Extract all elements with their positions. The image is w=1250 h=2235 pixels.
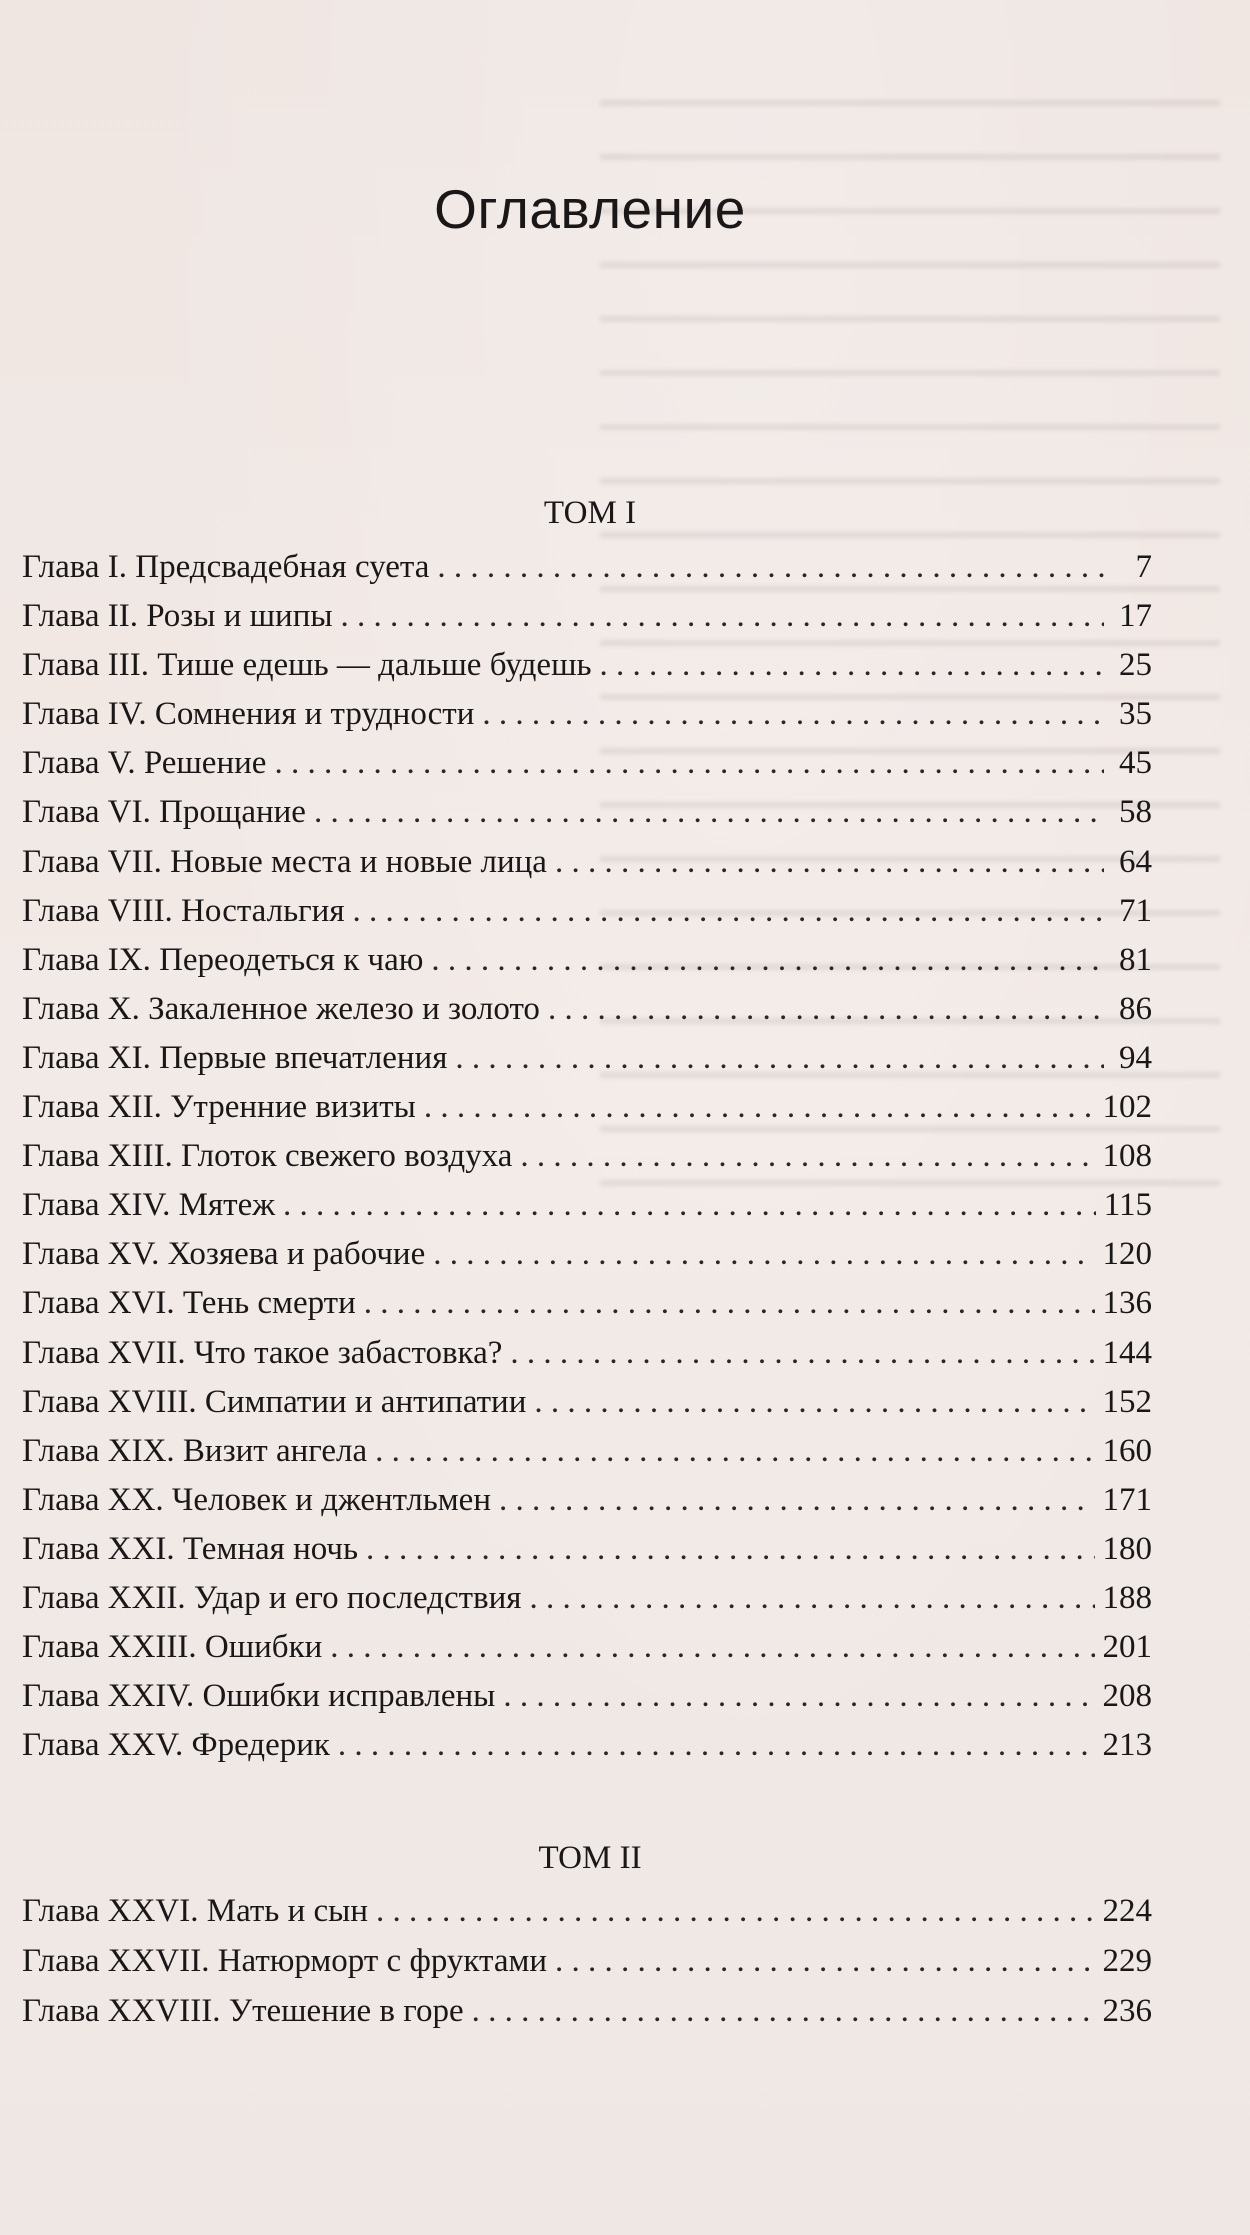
page-number: 236 [1102,1993,1152,2029]
page-number: 102 [1102,1089,1152,1126]
toc-entry [22,745,1152,794]
dot-leader [314,794,1104,831]
dot-leader [437,549,1104,586]
dot-leader [534,1384,1094,1421]
dot-leader [431,942,1104,979]
page-number: 120 [1102,1236,1152,1273]
toc-entry [22,794,1152,843]
toc-entry [22,1089,1152,1138]
page-number: 71 [1119,892,1152,929]
page-number: 81 [1119,941,1152,978]
chapter-title: Глава IV. Сомнения и трудности [22,696,475,733]
dot-leader [364,1285,1095,1322]
chapter-title: Глава XIII. Глоток свежего воздуха [22,1138,513,1175]
toc-entry [22,1040,1152,1089]
chapter-title: Глава XXVII. Натюрморт с фруктами [22,1943,548,1979]
toc-entry [22,1187,1152,1236]
volume-heading: ТОМ I [543,495,637,531]
page-number: 160 [1102,1432,1152,1469]
page-number: 136 [1102,1285,1152,1322]
toc-entry [22,1580,1152,1629]
dot-leader [283,1187,1096,1224]
chapter-title: Глава XXIII. Ошибки [22,1629,323,1666]
dot-leader [433,1236,1094,1273]
dot-leader [353,893,1104,930]
toc-entry [22,844,1152,893]
page-number: 213 [1102,1727,1152,1764]
dot-leader [338,1727,1095,1764]
dot-leader [510,1335,1094,1372]
page-number: 224 [1102,1893,1152,1929]
dot-leader [424,1089,1095,1126]
toc-entry [22,1678,1152,1727]
dot-leader [341,598,1104,635]
dot-leader [555,1943,1094,1980]
dot-leader [482,696,1104,733]
chapter-title: Глава XIX. Визит ангела [22,1432,368,1469]
chapter-title: Глава XVIII. Симпатии и антипатии [22,1383,527,1420]
chapter-title: Глава V. Решение [22,745,267,782]
page-number: 208 [1102,1678,1152,1715]
toc-entry [22,1335,1152,1384]
chapter-title: Глава I. Предсвадебная суета [22,549,430,585]
toc-entry [22,1482,1152,1531]
toc-entry [22,1531,1152,1580]
toc-entry [22,696,1152,745]
toc-entry [22,647,1152,696]
dot-leader [330,1629,1094,1666]
page-number: 7 [1135,549,1152,585]
page-number: 35 [1119,696,1152,733]
chapter-title: Глава X. Закаленное железо и золото [22,990,540,1027]
volume-heading: ТОМ II [538,1840,642,1876]
chapter-list [22,549,1152,1776]
toc-entry [22,1943,1152,1993]
chapter-title: Глава XXIV. Ошибки исправлены [22,1678,496,1715]
page-number: 171 [1102,1481,1152,1518]
page-number: 17 [1119,598,1152,635]
toc-entry [22,991,1152,1040]
chapter-title: Глава VIII. Ностальгия [22,892,345,929]
toc-entry [22,1236,1152,1285]
dot-leader [499,1482,1095,1519]
toc-entry [22,893,1152,942]
chapter-title: Глава VI. Прощание [22,794,306,831]
page-number: 64 [1119,843,1152,880]
page-number: 58 [1119,794,1152,831]
dot-leader [555,844,1104,881]
chapter-title: Глава XII. Утренние визиты [22,1089,416,1126]
chapter-list [22,1893,1152,2043]
chapter-title: Глава XIV. Мятеж [22,1187,276,1224]
chapter-title: Глава VII. Новые места и новые лица [22,843,547,880]
page-number: 94 [1119,1039,1152,1076]
dot-leader [472,1993,1095,2030]
dot-leader [366,1531,1094,1568]
page-title: Оглавление [434,177,746,240]
chapter-title: Глава II. Розы и шипы [22,598,333,635]
toc-entry [22,1138,1152,1187]
page-number: 188 [1102,1579,1152,1616]
page-number: 201 [1102,1629,1152,1666]
toc-entry [22,1629,1152,1678]
chapter-title: Глава XXVI. Мать и сын [22,1893,368,1929]
page-number: 25 [1119,647,1152,684]
chapter-title: Глава XXII. Удар и его последствия [22,1579,522,1616]
page-number: 144 [1102,1334,1152,1371]
toc-entry [22,1433,1152,1482]
dot-leader [274,745,1104,782]
toc-entry [22,549,1152,598]
toc-entry [22,598,1152,647]
page-number: 108 [1102,1138,1152,1175]
chapter-title: Глава III. Тише едешь — дальше будешь [22,647,592,684]
chapter-title: Глава XXVIII. Утешение в горе [22,1993,464,2029]
dot-leader [375,1433,1094,1470]
chapter-title: Глава IX. Переодеться к чаю [22,941,424,978]
page-number: 86 [1119,990,1152,1027]
page-number: 45 [1119,745,1152,782]
dot-leader [600,647,1104,684]
page-number: 229 [1102,1943,1152,1979]
toc-entry [22,942,1152,991]
chapter-title: Глава XXV. Фредерик [22,1727,330,1764]
toc-entry [22,1384,1152,1433]
chapter-title: Глава XVI. Тень смерти [22,1285,356,1322]
toc-entry [22,1727,1152,1776]
page-number: 180 [1102,1530,1152,1567]
dot-leader [455,1040,1104,1077]
dot-leader [529,1580,1094,1617]
dot-leader [503,1678,1094,1715]
page-number: 152 [1102,1383,1152,1420]
chapter-title: Глава XX. Человек и джентльмен [22,1481,491,1518]
dot-leader [376,1893,1095,1930]
dot-leader [520,1138,1094,1175]
toc-entry [22,1285,1152,1334]
chapter-title: Глава XI. Первые впечатления [22,1039,448,1076]
page-number: 115 [1103,1187,1152,1224]
toc-entry [22,1993,1152,2043]
toc-entry [22,1893,1152,1943]
chapter-title: Глава XVII. Что такое забастовка? [22,1334,503,1371]
chapter-title: Глава XXI. Темная ночь [22,1530,359,1567]
dot-leader [548,991,1104,1028]
chapter-title: Глава XV. Хозяева и рабочие [22,1236,426,1273]
